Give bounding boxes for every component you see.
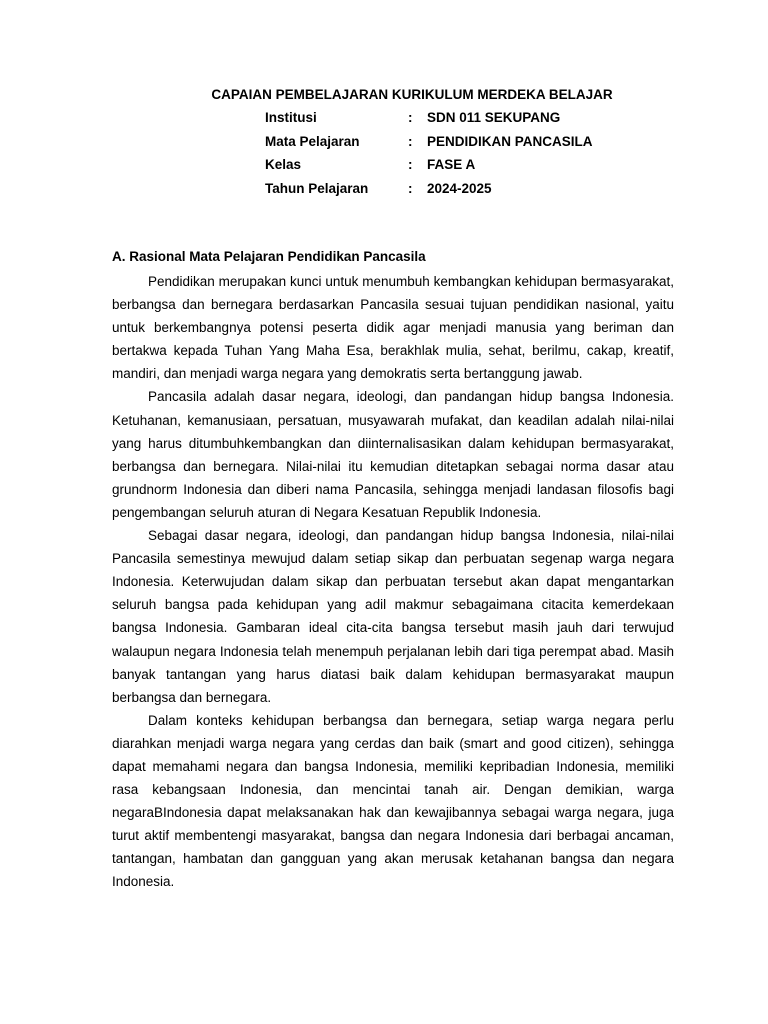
paragraph: Dalam konteks kehidupan berbangsa dan bernegara, setiap warga negara perlu diarahkan menjadi warga negara yang cerdas dan baik (smart and good citizen), sehingga dapat memahami negara dan bangsa Indonesia, memiliki kepribadian Indonesia, memiliki rasa kebangsaan Indonesia, dan mencintai tanah air. Dengan demikian, warga negaraBIndonesia dapat melaksanakan hak dan kewajibannya sebagai warga negara, juga turut aktif membentengi masyarakat, bangsa dan negara Indonesia dari berbagai ancaman, tantangan, hambatan dan gangguan yang akan merusak ketahanan bangsa dan negara Indonesia.	[112, 712, 674, 890]
info-colon: :	[408, 133, 413, 149]
info-value: PENDIDIKAN PANCASILA	[427, 133, 593, 149]
paragraph: Sebagai dasar negara, ideologi, dan pandangan hidup bangsa Indonesia, nilai-nilai Pancasila semestinya mewujud dalam setiap sikap dan perbuatan segenap warga negara Indonesia. Keterwujudan dalam sikap dan perbuatan tersebut akan dapat mengantarkan seluruh bangsa pada kehidupan yang adil makmur sebagaimana citacita kemerdekaan bangsa Indonesia. Gambaran ideal cita-cita bangsa tersebut masih jauh dari terwujud walaupun negara Indonesia telah menempuh perjalanan lebih dari tiga perempat abad. Masih banyak tantangan yang harus diatasi baik dalam kehidupan bermasyarakat maupun berbangsa dan bernegara.	[112, 528, 674, 705]
info-value: 2024-2025	[427, 180, 492, 196]
info-colon: :	[408, 110, 413, 125]
info-label: Tahun Pelajaran	[265, 180, 369, 196]
info-label: Mata Pelajaran	[265, 133, 360, 149]
info-label: Institusi	[265, 110, 317, 125]
info-value: SDN 011 SEKUPANG	[427, 110, 561, 125]
document-title: CAPAIAN PEMBELAJARAN KURIKULUM MERDEKA BELAJAR	[211, 87, 613, 102]
info-value: FASE A	[427, 157, 476, 172]
info-label: Kelas	[265, 157, 302, 172]
section-heading: A. Rasional Mata Pelajaran Pendidikan Pancasila	[112, 249, 426, 264]
paragraph: Pancasila adalah dasar negara, ideologi, dan pandangan hidup bangsa Indonesia. Ketuhanan, kemanusiaan, persatuan, musyawarah mufakat, dan keadilan adalah nilai-nilai yang harus ditumbuhkembangkan dan diinternalisasikan dalam kehidupan bermasyarakat, berbangsa dan bernegara. Nilai-nilai itu kemudian ditetapkan sebagai norma dasar atau grundnorm Indonesia dan diberi nama Pancasila, sehingga menjadi landasan filosofis bagi pengembangan seluruh aturan di Negara Kesatuan Republik Indonesia.	[112, 389, 674, 520]
info-colon: :	[408, 180, 413, 196]
paragraph: Pendidikan merupakan kunci untuk menumbuh kembangkan kehidupan bermasyarakat, berbangsa dan bernegara berdasarkan Pancasila sesuai tujuan pendidikan nasional, yaitu untuk berkembangnya potensi peserta didik agar menjadi manusia yang beriman dan bertakwa kepada Tuhan Yang Maha Esa, berakhlak mulia, sehat, berilmu, cakap, kreatif, mandiri, dan menjadi warga negara yang demokratis serta bertanggung jawab.	[112, 274, 674, 382]
info-colon: :	[408, 157, 413, 172]
body-text	[112, 270, 674, 894]
